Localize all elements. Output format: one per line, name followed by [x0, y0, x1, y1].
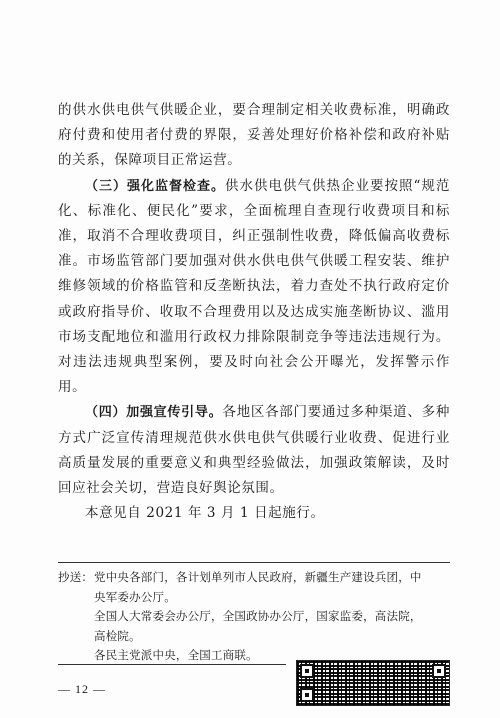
paragraph-publicity: [58, 400, 450, 501]
cc-recipients-1: 党中央各部门，各计划单列市人民政府，新疆生产建设兵团，中: [94, 570, 422, 584]
cc-recipients-2-cont: 高检院。: [94, 628, 141, 643]
section-heading-publicity: （四）加强宣传引导。: [85, 405, 223, 421]
cc-recipients-3: 各民主党派中央，全国工商联。: [94, 648, 258, 662]
cc-bottom-rule: [58, 664, 286, 665]
cc-top-rule: [58, 562, 450, 563]
paragraph-publicity-text: 各地区各部门要通过多种渠道、多种方式广泛宣传清理规范供水供电供气供暖行业收费、促进行业高质量发展的重要意义和典型经验做法，加强政策解读，及时回应社会关切，营造良好舆论氛围。: [58, 404, 450, 497]
paragraph-continuation: 的供水供电供气供暖企业，要合理制定相关收费标准，明确政府付费和使用者付费的界限，妥善处理好价格补偿和政府补贴的关系，保障项目正常运营。: [58, 102, 450, 169]
cc-block: [58, 568, 450, 666]
cc-recipients-1-cont: 央军委办公厅。: [94, 589, 176, 604]
cc-line-1: [58, 568, 450, 588]
section-heading-supervision: （三）强化监督检查。: [85, 178, 225, 194]
document-body: [58, 98, 450, 526]
qr-code-icon: [296, 660, 450, 706]
paragraph-supervision-text: 供水供电供气供热企业要按照“规范化、标准化、便民化”要求，全面梳理自查现行收费项目和标准，取消不合理收费项目，纠正强制性收费，降低偏高收费标准。市场监管部门要加强对供水供电供气供暖工程安装、维护维修领域的价格监管和反垄断执法，着力查处不执行政府定价或政府指导价、收取不合理费用以及达成实施垄断协议、滥用市场支配地位和滥用行政权力排除限制竞争等违法违规行为。对违法违规典型案例，要及时向社会公开曝光，发挥警示作用。: [58, 177, 450, 396]
qr-finder-pattern: [300, 664, 314, 678]
cc-recipients-2: 全国人大常委会办公厅，全国政协办公厅，国家监委，高法院，: [94, 609, 422, 623]
qr-finder-pattern: [300, 688, 314, 702]
paragraph-effective-date: 本意见自 2021 年 3 月 1 日起施行。: [85, 505, 325, 522]
qr-finder-pattern: [432, 664, 446, 678]
cc-label: 抄送：: [58, 570, 94, 584]
paragraph-supervision: [58, 174, 450, 401]
page-number: — 12 —: [58, 682, 106, 696]
